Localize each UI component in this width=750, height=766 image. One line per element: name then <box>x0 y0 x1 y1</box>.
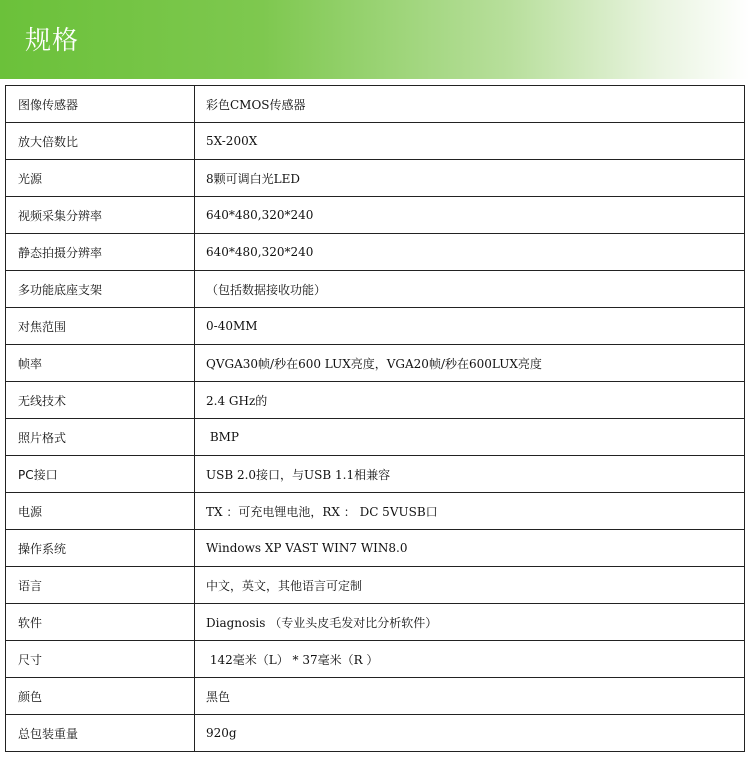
spec-value: 640*480,320*240 <box>195 234 745 271</box>
spec-label: 放大倍数比 <box>6 123 195 160</box>
table-row <box>6 123 745 160</box>
table-row <box>6 604 745 641</box>
spec-label: 电源 <box>6 493 195 530</box>
spec-value: QVGA30帧/秒在600 LUX亮度，VGA20帧/秒在600LUX亮度 <box>195 345 745 382</box>
spec-value: USB 2.0接口，与USB 1.1相兼容 <box>195 456 745 493</box>
table-row <box>6 641 745 678</box>
table-row <box>6 419 745 456</box>
spec-value: 2.4 GHz的 <box>195 382 745 419</box>
spec-label: 总包装重量 <box>6 715 195 752</box>
spec-label: 图像传感器 <box>6 86 195 123</box>
spec-table <box>5 85 745 752</box>
spec-value: 142毫米（L） * 37毫米（R ） <box>195 641 745 678</box>
spec-label: PC接口 <box>6 456 195 493</box>
spec-value: （包括数据接收功能） <box>195 271 745 308</box>
spec-label: 静态拍摄分辨率 <box>6 234 195 271</box>
spec-value: 彩色CMOS传感器 <box>195 86 745 123</box>
spec-label: 颜色 <box>6 678 195 715</box>
table-row <box>6 715 745 752</box>
spec-value: Diagnosis （专业头皮毛发对比分析软件） <box>195 604 745 641</box>
spec-label: 视频采集分辨率 <box>6 197 195 234</box>
table-row <box>6 197 745 234</box>
spec-label: 操作系统 <box>6 530 195 567</box>
spec-label: 无线技术 <box>6 382 195 419</box>
header-banner <box>0 0 750 79</box>
table-row <box>6 86 745 123</box>
spec-value: 5X-200X <box>195 123 745 160</box>
spec-label: 语言 <box>6 567 195 604</box>
spec-value: 中文，英文，其他语言可定制 <box>195 567 745 604</box>
table-row <box>6 271 745 308</box>
spec-label: 光源 <box>6 160 195 197</box>
table-row <box>6 308 745 345</box>
spec-value: BMP <box>195 419 745 456</box>
table-row <box>6 160 745 197</box>
spec-value: 640*480,320*240 <box>195 197 745 234</box>
table-row <box>6 678 745 715</box>
spec-value: 0-40MM <box>195 308 745 345</box>
spec-value: 920g <box>195 715 745 752</box>
spec-value: TX ：可充电锂电池，RX ： DC 5VUSB口 <box>195 493 745 530</box>
table-row <box>6 345 745 382</box>
spec-label: 照片格式 <box>6 419 195 456</box>
table-row <box>6 456 745 493</box>
table-row <box>6 530 745 567</box>
table-row <box>6 382 745 419</box>
spec-label: 软件 <box>6 604 195 641</box>
spec-value: 黑色 <box>195 678 745 715</box>
spec-value: Windows XP VAST WIN7 WIN8.0 <box>195 530 745 567</box>
table-row <box>6 567 745 604</box>
spec-label: 多功能底座支架 <box>6 271 195 308</box>
spec-label: 尺寸 <box>6 641 195 678</box>
table-row <box>6 493 745 530</box>
spec-label: 帧率 <box>6 345 195 382</box>
page-title: 规格 <box>25 26 80 56</box>
spec-label: 对焦范围 <box>6 308 195 345</box>
table-row <box>6 234 745 271</box>
spec-value: 8颗可调白光LED <box>195 160 745 197</box>
